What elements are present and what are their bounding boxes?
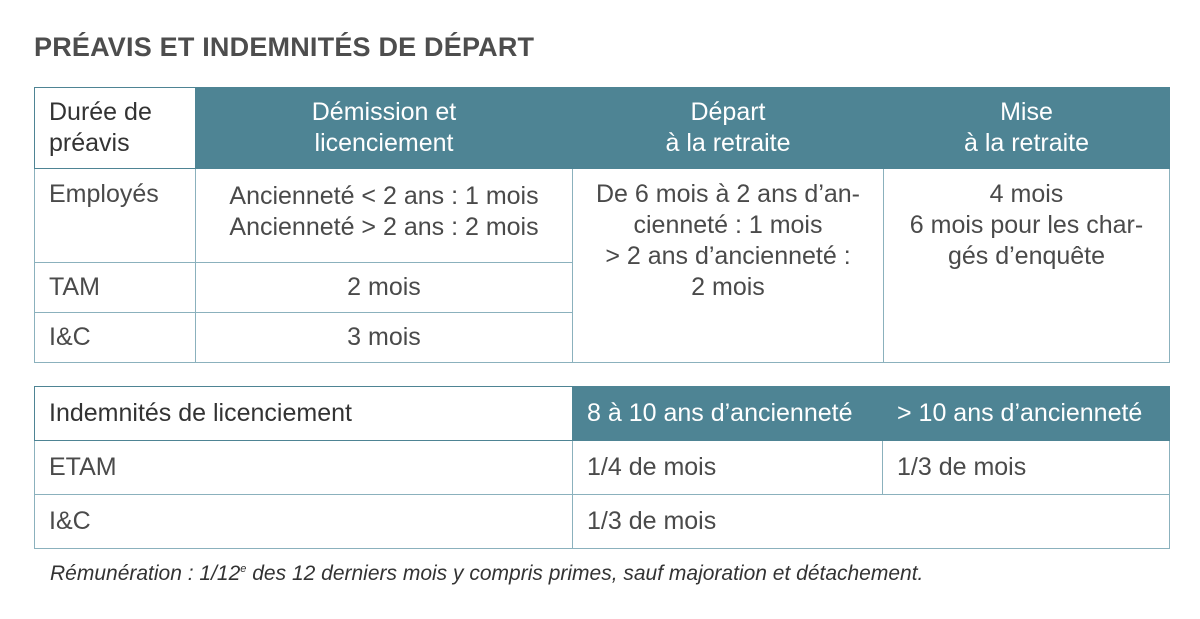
severance-label-header: Indemnités de licenciement (35, 387, 573, 441)
header-mise-retraite (884, 88, 1170, 169)
cell-ic-severance: 1/3 de mois (573, 495, 1170, 549)
cell-line: gés d’enquête (947, 242, 1106, 270)
header-depart-retraite (573, 88, 884, 169)
header-line: à la retraite (665, 129, 791, 157)
cell-depart-retraite (573, 169, 884, 363)
severance-header-row (35, 387, 1170, 441)
notice-table (34, 87, 1170, 363)
footnote-text-rest: des 12 derniers mois y compris primes, sauf majoration et détachement. (246, 562, 924, 585)
table-row (35, 441, 1170, 495)
table-row (35, 169, 1170, 263)
cell-line: 2 mois (691, 273, 765, 301)
row-label-ic: I&C (35, 495, 573, 549)
cell-line: 4 mois (989, 180, 1064, 208)
cell-demission-employes (196, 169, 573, 263)
header-line: Démission et (311, 98, 457, 126)
corner-line: préavis (49, 129, 130, 157)
header-line: Mise (1000, 98, 1053, 126)
corner-line: Durée de (49, 98, 152, 126)
row-label-employes: Employés (35, 169, 196, 263)
footnote-superscript: e (240, 563, 247, 575)
table-row (35, 495, 1170, 549)
notice-corner-header (35, 88, 196, 169)
cell-line: cienneté : 1 mois (633, 211, 823, 239)
footnote-text: Rémunération : 1/12 (50, 562, 241, 585)
severance-table (34, 386, 1170, 549)
cell-line: De 6 mois à 2 ans d’an- (595, 180, 861, 208)
row-label-tam: TAM (35, 263, 196, 313)
cell-mise-retraite (884, 169, 1170, 363)
header-line: Départ (690, 98, 766, 126)
header-plus-10-ans: > 10 ans d’ancienneté (883, 387, 1170, 441)
cell-etam-plus-10: 1/3 de mois (883, 441, 1170, 495)
cell-demission-tam: 2 mois (196, 263, 573, 313)
cell-line: Ancienneté < 2 ans : 1 mois (229, 182, 539, 210)
row-label-ic: I&C (35, 313, 196, 363)
cell-line: 6 mois pour les char- (909, 211, 1144, 239)
cell-line: > 2 ans d’ancienneté : (605, 242, 851, 270)
cell-line: Ancienneté > 2 ans : 2 mois (229, 213, 539, 241)
row-label-etam: ETAM (35, 441, 573, 495)
header-line: à la retraite (963, 129, 1090, 157)
cell-etam-8-10: 1/4 de mois (573, 441, 883, 495)
cell-demission-ic: 3 mois (196, 313, 573, 363)
header-demission (196, 88, 573, 169)
footnote (50, 562, 923, 586)
page-title: PRÉAVIS ET INDEMNITÉS DE DÉPART (34, 32, 535, 62)
header-line: licenciement (314, 129, 454, 157)
header-8-10-ans: 8 à 10 ans d’ancienneté (573, 387, 883, 441)
notice-header-row (35, 88, 1170, 169)
